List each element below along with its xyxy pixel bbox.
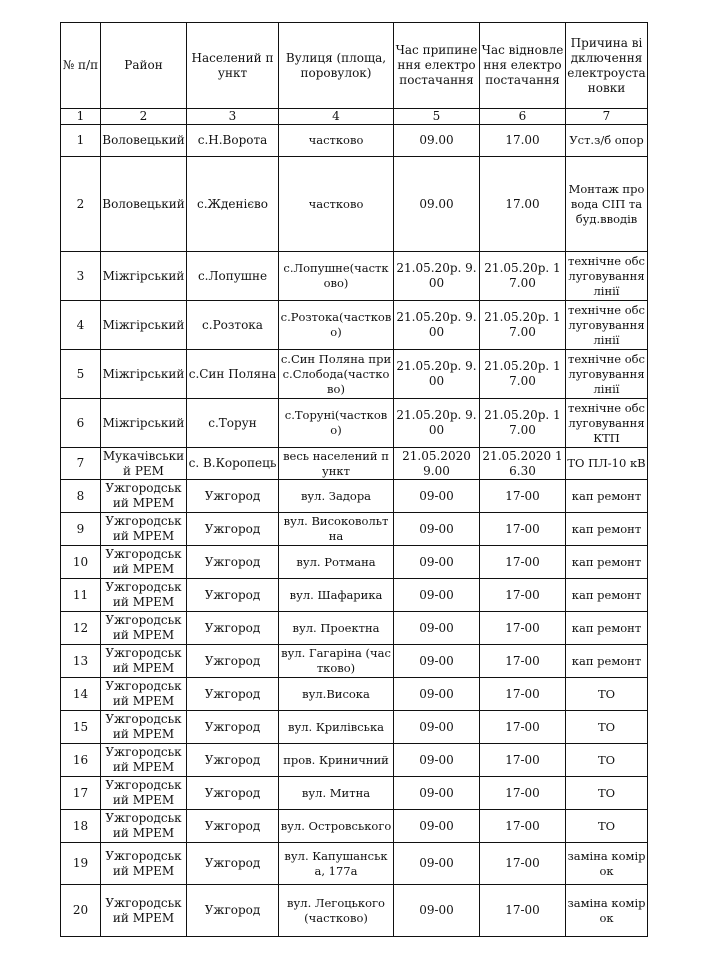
cell-num: 16 <box>61 744 101 777</box>
cell-stop-time: 09-00 <box>394 546 480 579</box>
cell-settlement: Ужгород <box>187 579 279 612</box>
cell-settlement: с.Н.Ворота <box>187 125 279 157</box>
cell-district: Ужгородський МРЕМ <box>101 546 187 579</box>
cell-reason: кап ремонт <box>566 579 648 612</box>
column-number: 5 <box>394 109 480 125</box>
table-row <box>61 546 648 579</box>
header-street: Вулиця (площа, поровулок) <box>279 23 394 109</box>
column-number: 1 <box>61 109 101 125</box>
cell-settlement: с.Торун <box>187 399 279 448</box>
table-row <box>61 678 648 711</box>
cell-restore-time: 17-00 <box>480 843 566 885</box>
cell-restore-time: 17-00 <box>480 480 566 513</box>
cell-district: Ужгородський МРЕМ <box>101 843 187 885</box>
table-row <box>61 579 648 612</box>
cell-num: 9 <box>61 513 101 546</box>
cell-num: 4 <box>61 301 101 350</box>
cell-district: Ужгородський МРЕМ <box>101 678 187 711</box>
cell-restore-time: 17-00 <box>480 645 566 678</box>
cell-restore-time: 21.05.20р. 17.00 <box>480 301 566 350</box>
cell-stop-time: 09-00 <box>394 744 480 777</box>
cell-settlement: с.Лопушне <box>187 252 279 301</box>
table-row <box>61 885 648 937</box>
table-row <box>61 810 648 843</box>
cell-settlement: с. В.Коропець <box>187 448 279 480</box>
cell-district: Воловецький <box>101 125 187 157</box>
table-row <box>61 843 648 885</box>
table-row <box>61 612 648 645</box>
cell-num: 19 <box>61 843 101 885</box>
cell-settlement: Ужгород <box>187 810 279 843</box>
cell-restore-time: 17.00 <box>480 125 566 157</box>
cell-reason: ТО ПЛ-10 кВ <box>566 448 648 480</box>
cell-district: Ужгородський МРЕМ <box>101 744 187 777</box>
table-row <box>61 301 648 350</box>
cell-num: 17 <box>61 777 101 810</box>
cell-reason: ТО <box>566 744 648 777</box>
cell-reason: кап ремонт <box>566 513 648 546</box>
cell-restore-time: 21.05.20р. 17.00 <box>480 350 566 399</box>
column-number: 3 <box>187 109 279 125</box>
table-row <box>61 777 648 810</box>
table-row <box>61 513 648 546</box>
table-row <box>61 744 648 777</box>
cell-district: Ужгородський МРЕМ <box>101 480 187 513</box>
cell-settlement: Ужгород <box>187 885 279 937</box>
cell-district: Міжгірський <box>101 350 187 399</box>
cell-settlement: Ужгород <box>187 678 279 711</box>
cell-district: Ужгородський МРЕМ <box>101 711 187 744</box>
cell-stop-time: 09-00 <box>394 678 480 711</box>
cell-reason: кап ремонт <box>566 546 648 579</box>
cell-reason: кап ремонт <box>566 612 648 645</box>
cell-street: вул. Проектна <box>279 612 394 645</box>
cell-num: 5 <box>61 350 101 399</box>
cell-district: Ужгородський МРЕМ <box>101 810 187 843</box>
cell-stop-time: 09.00 <box>394 157 480 252</box>
cell-num: 12 <box>61 612 101 645</box>
cell-num: 6 <box>61 399 101 448</box>
cell-district: Ужгородський МРЕМ <box>101 645 187 678</box>
cell-num: 13 <box>61 645 101 678</box>
cell-street: вул. Гагаріна (частково) <box>279 645 394 678</box>
cell-num: 18 <box>61 810 101 843</box>
cell-num: 7 <box>61 448 101 480</box>
table-row <box>61 480 648 513</box>
cell-restore-time: 17-00 <box>480 810 566 843</box>
cell-settlement: Ужгород <box>187 777 279 810</box>
cell-district: Мукачівський РЕМ <box>101 448 187 480</box>
cell-stop-time: 09-00 <box>394 579 480 612</box>
cell-settlement: с.Розтока <box>187 301 279 350</box>
outage-schedule-table <box>60 22 648 937</box>
cell-district: Воловецький <box>101 157 187 252</box>
cell-reason: ТО <box>566 678 648 711</box>
cell-reason: ТО <box>566 777 648 810</box>
cell-reason: технічне обслуговування КТП <box>566 399 648 448</box>
column-number: 7 <box>566 109 648 125</box>
cell-restore-time: 17-00 <box>480 579 566 612</box>
cell-settlement: Ужгород <box>187 711 279 744</box>
cell-settlement: Ужгород <box>187 480 279 513</box>
cell-street: весь населений пункт <box>279 448 394 480</box>
cell-stop-time: 09-00 <box>394 810 480 843</box>
cell-restore-time: 17.00 <box>480 157 566 252</box>
cell-reason: технічне обслуговування лінії <box>566 301 648 350</box>
cell-street: вул. Митна <box>279 777 394 810</box>
cell-restore-time: 21.05.20р. 17.00 <box>480 252 566 301</box>
cell-street: вул.Висока <box>279 678 394 711</box>
header-stop-time: Час припинення електропостачання <box>394 23 480 109</box>
table-row <box>61 252 648 301</box>
cell-street: вул. Островського <box>279 810 394 843</box>
table-row <box>61 399 648 448</box>
table-row <box>61 711 648 744</box>
cell-stop-time: 09-00 <box>394 843 480 885</box>
column-number: 2 <box>101 109 187 125</box>
table-row <box>61 350 648 399</box>
cell-restore-time: 17-00 <box>480 513 566 546</box>
cell-district: Міжгірський <box>101 252 187 301</box>
cell-street: с.Розтока(частково) <box>279 301 394 350</box>
cell-stop-time: 09-00 <box>394 885 480 937</box>
cell-settlement: Ужгород <box>187 546 279 579</box>
cell-reason: кап ремонт <box>566 645 648 678</box>
table-row <box>61 157 648 252</box>
cell-settlement: Ужгород <box>187 612 279 645</box>
cell-settlement: с.Жденієво <box>187 157 279 252</box>
cell-street: вул. Капушанська, 177а <box>279 843 394 885</box>
cell-stop-time: 21.05.20р. 9.00 <box>394 399 480 448</box>
cell-district: Ужгородський МРЕМ <box>101 579 187 612</box>
cell-street: вул. Легоцького (частково) <box>279 885 394 937</box>
cell-num: 15 <box>61 711 101 744</box>
cell-restore-time: 17-00 <box>480 546 566 579</box>
cell-street: частково <box>279 125 394 157</box>
cell-reason: ТО <box>566 711 648 744</box>
cell-settlement: Ужгород <box>187 645 279 678</box>
table-row <box>61 125 648 157</box>
cell-num: 11 <box>61 579 101 612</box>
cell-restore-time: 21.05.20р. 17.00 <box>480 399 566 448</box>
cell-reason: Монтаж провода СІП та буд.вводів <box>566 157 648 252</box>
cell-street: пров. Криничний <box>279 744 394 777</box>
cell-district: Ужгородський МРЕМ <box>101 777 187 810</box>
cell-district: Ужгородський МРЕМ <box>101 885 187 937</box>
cell-reason: заміна комірок <box>566 885 648 937</box>
cell-street: вул. Ротмана <box>279 546 394 579</box>
cell-district: Ужгородський МРЕМ <box>101 612 187 645</box>
cell-restore-time: 17-00 <box>480 777 566 810</box>
cell-settlement: Ужгород <box>187 513 279 546</box>
cell-num: 10 <box>61 546 101 579</box>
cell-street: вул. Крилівська <box>279 711 394 744</box>
table-row <box>61 645 648 678</box>
column-number: 6 <box>480 109 566 125</box>
cell-street: вул. Задора <box>279 480 394 513</box>
header-num: № п/п <box>61 23 101 109</box>
cell-restore-time: 17-00 <box>480 744 566 777</box>
cell-num: 3 <box>61 252 101 301</box>
cell-reason: Уст.з/б опор <box>566 125 648 157</box>
cell-street: с.Син Поляна прис.Слобода(частково) <box>279 350 394 399</box>
cell-num: 2 <box>61 157 101 252</box>
cell-restore-time: 17-00 <box>480 885 566 937</box>
cell-restore-time: 17-00 <box>480 678 566 711</box>
cell-stop-time: 09-00 <box>394 612 480 645</box>
cell-num: 20 <box>61 885 101 937</box>
cell-reason: технічне обслуговування лінії <box>566 350 648 399</box>
cell-stop-time: 09-00 <box>394 645 480 678</box>
cell-stop-time: 21.05.20р. 9.00 <box>394 350 480 399</box>
cell-street: с.Торуні(частково) <box>279 399 394 448</box>
header-district: Район <box>101 23 187 109</box>
table-row <box>61 448 648 480</box>
cell-stop-time: 09-00 <box>394 513 480 546</box>
cell-street: частково <box>279 157 394 252</box>
header-settlement: Населений пункт <box>187 23 279 109</box>
cell-reason: кап ремонт <box>566 480 648 513</box>
cell-stop-time: 09-00 <box>394 711 480 744</box>
cell-restore-time: 17-00 <box>480 612 566 645</box>
cell-street: вул. Високовольтна <box>279 513 394 546</box>
cell-district: Міжгірський <box>101 399 187 448</box>
cell-num: 14 <box>61 678 101 711</box>
cell-settlement: с.Син Поляна <box>187 350 279 399</box>
cell-stop-time: 09-00 <box>394 777 480 810</box>
cell-stop-time: 21.05.20р. 9.00 <box>394 301 480 350</box>
cell-stop-time: 09-00 <box>394 480 480 513</box>
cell-stop-time: 21.05.2020 9.00 <box>394 448 480 480</box>
cell-reason: заміна комірок <box>566 843 648 885</box>
cell-reason: ТО <box>566 810 648 843</box>
cell-restore-time: 17-00 <box>480 711 566 744</box>
cell-num: 8 <box>61 480 101 513</box>
cell-district: Ужгородський МРЕМ <box>101 513 187 546</box>
cell-num: 1 <box>61 125 101 157</box>
cell-settlement: Ужгород <box>187 843 279 885</box>
cell-settlement: Ужгород <box>187 744 279 777</box>
header-row <box>61 23 648 109</box>
header-restore-time: Час відновлення електропостачання <box>480 23 566 109</box>
cell-street: с.Лопушне(частково) <box>279 252 394 301</box>
cell-stop-time: 09.00 <box>394 125 480 157</box>
cell-street: вул. Шафарика <box>279 579 394 612</box>
cell-reason: технічне обслуговування лінії <box>566 252 648 301</box>
header-reason: Причина відключення електроустановки <box>566 23 648 109</box>
column-number-row <box>61 109 648 125</box>
cell-stop-time: 21.05.20р. 9.00 <box>394 252 480 301</box>
cell-district: Міжгірський <box>101 301 187 350</box>
cell-restore-time: 21.05.2020 16.30 <box>480 448 566 480</box>
column-number: 4 <box>279 109 394 125</box>
